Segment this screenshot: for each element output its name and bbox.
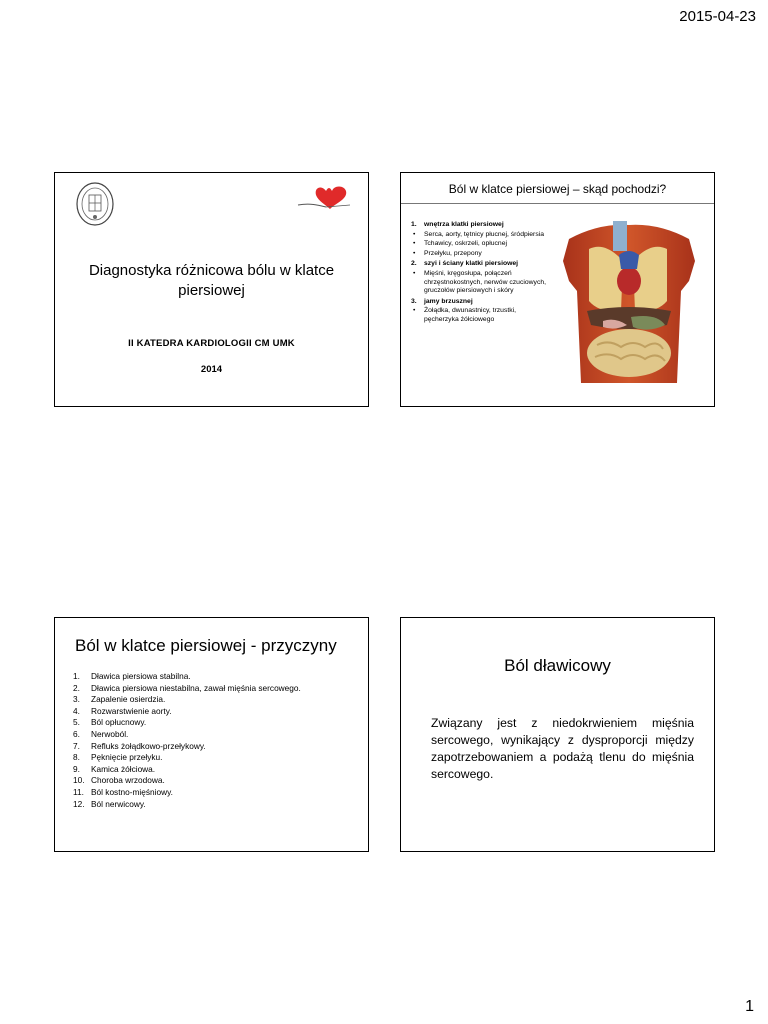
slide-angina-pain xyxy=(400,617,715,852)
slide4-body: Związany jest z niedokrwieniem mięśnia sercowego, wynikający z dysproporcji między zapotrzebowaniem a podażą tlenu do mięśnia sercowego. xyxy=(431,716,694,781)
origin-list xyxy=(411,219,546,325)
list-item: 7. Refluks żołądkowo-przełykowy. xyxy=(73,740,206,751)
year: 2014 xyxy=(200,364,223,375)
slide-causes xyxy=(54,617,369,852)
heart-logo-icon xyxy=(296,183,352,213)
list-item: • Serca, aorty, tętnicy płucnej, śródpiersia xyxy=(413,230,545,238)
causes-list xyxy=(73,671,301,810)
section-heading: 2. szyi i ściany klatki piersiowej xyxy=(411,260,519,268)
list-item: 1. Dławica piersiowa stabilna. xyxy=(73,671,191,681)
list-item: • Mięśni, kręgosłupa, połączeń chrzęstnokostnych, nerwów czuciowych, gruczołów piersiowych i skóry xyxy=(413,269,547,295)
list-item: • Tchawicy, oskrzeli, opłucnej xyxy=(413,240,507,248)
list-item: 8. Pęknięcie przełyku. xyxy=(73,752,163,763)
list-item: • Żołądka, dwunastnicy, trzustki, pęcherzyka żółciowego xyxy=(413,307,517,323)
department-name: II KATEDRA KARDIOLOGII CM UMK xyxy=(128,338,295,349)
list-item: 4. Rozwarstwienie aorty. xyxy=(73,705,172,716)
page-number: 1 xyxy=(745,998,754,1015)
list-item: 11. Ból kostno-mięśniowy. xyxy=(73,786,173,797)
list-item: 12. Ból nerwicowy. xyxy=(73,798,146,809)
slide2-title: Ból w klatce piersiowej – skąd pochodzi? xyxy=(448,182,667,196)
list-item: 6. Nerwoból. xyxy=(73,728,129,739)
list-item: 3. Zapalenie osierdzia. xyxy=(73,694,166,705)
slide4-title: Ból dławicowy xyxy=(504,656,611,675)
slide1-title: Diagnostyka różnicowa bólu w klatce piersiowej xyxy=(88,262,335,299)
slide-title xyxy=(54,172,369,407)
section-heading: 1. wnętrza klatki piersiowej xyxy=(411,221,504,228)
print-date: 2015-04-23 xyxy=(679,8,756,25)
title-divider xyxy=(401,203,714,204)
list-item: 2. Dławica piersiowa niestabilna, zawał mięśnia sercowego. xyxy=(73,682,301,693)
university-seal-icon xyxy=(75,181,115,227)
section-heading: 3. jamy brzusznej xyxy=(411,297,473,305)
slide3-title: Ból w klatce piersiowej - przyczyny xyxy=(75,636,337,655)
list-item: 9. Kamica żółciowa. xyxy=(73,763,156,774)
list-item: 10. Choroba wrzodowa. xyxy=(73,775,165,786)
anatomical-torso-image xyxy=(549,221,709,383)
slide-pain-origin xyxy=(400,172,715,407)
list-item: • Przełyku, przepony xyxy=(413,249,482,257)
list-item: 5. Ból opłucnowy. xyxy=(73,717,147,728)
